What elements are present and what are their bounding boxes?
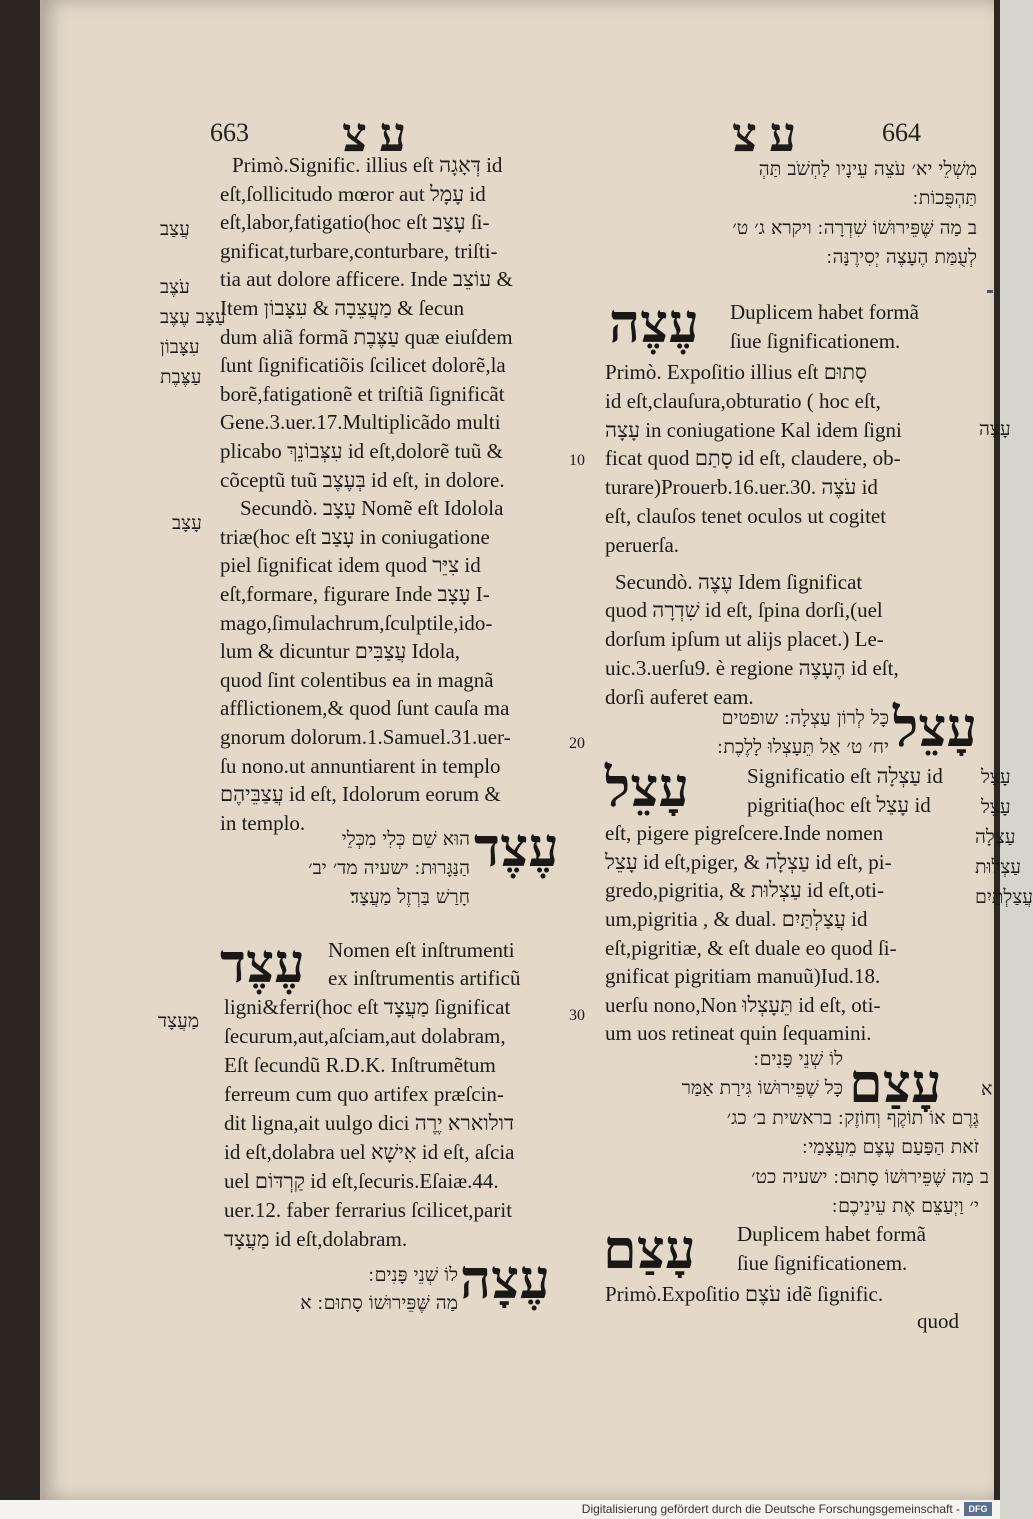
entry-line: מַעֲצָד id eſt,dolabram. <box>224 1227 408 1251</box>
section-marker: א <box>981 1078 993 1100</box>
entry-line: eſt, pigere pigreſcere.Inde nomen <box>605 821 884 846</box>
line-number: 30 <box>569 1007 585 1024</box>
margin-word: עָצֵל <box>981 796 1011 818</box>
hebrew-line: הוּא שֵׁם כְּלִי מִכְּלֵי <box>341 828 470 850</box>
entry-line: gredo,pigritia, & עַצְלוּת id eſt,oti- <box>605 878 884 903</box>
headword: עָצֵל <box>605 755 690 819</box>
entry-line: gnificat,turbare,conturbare, triſti- <box>220 238 498 263</box>
margin-word: עֲצַב <box>160 218 190 240</box>
entry-line: tia aut dolore afficere. Inde עוֹצֵב & <box>220 267 513 292</box>
entry-line: peruerſa. <box>605 532 680 557</box>
entry-line: afflictionem,& quod ſunt cauſa ma <box>220 696 510 721</box>
line-number: 10 <box>569 452 585 469</box>
entry-line: cõceptũ tuũ בְּעֶצֶב id eſt, in dolore. <box>220 467 505 492</box>
margin-word: עַצֶּבֶת <box>160 366 202 388</box>
headword: עֶצֶד <box>474 815 559 879</box>
catchword: quod <box>917 1309 959 1333</box>
hebrew-line: הַנַּגָּרוּת ׃ ישעיה מד׳ יב׳ <box>308 857 470 879</box>
footer-bar <box>0 1500 1000 1519</box>
entry-line: uic.3.uerſu9. è regione הֶעָצֶה id eſt, <box>605 656 899 680</box>
entry-line: pigritia(hoc eſt עָצַל id <box>747 792 931 817</box>
headword: עָצַם <box>603 1217 696 1281</box>
entry-line: ſecurum,aut,aſciam,aut dolabram, <box>224 1024 506 1048</box>
entry-line: Gene.3.uer.17.Multiplicãdo multi <box>220 410 501 435</box>
entry-line: Primò. Expoſitio illius eſt סָתוּם <box>605 360 867 384</box>
entry-line: Eſt ſecundũ R.D.K. Inſtrumẽtum <box>224 1053 496 1077</box>
entry-line: dorſum ipſum ut alijs placet.) Le- <box>605 627 884 652</box>
entry-line: uer.12. faber ferrarius ſcilicet,parit <box>224 1198 513 1222</box>
entry-line: Primò.Expoſitio עֹצֶם idẽ ſignific. <box>605 1282 884 1306</box>
entry-line: עָצֵל id eſt,piger, & עַצְלָה id eſt, pi- <box>605 849 892 874</box>
margin-word: מַעֲצָד <box>158 1010 200 1032</box>
entry-line: eſt,pigritiæ, & eſt duale eo quod ſi- <box>605 935 897 960</box>
entry-line: ficat quod סָתַם id eſt, claudere, ob- <box>605 446 901 471</box>
entry-line: dum aliã formã עַצֶּבֶת quæ eiuſdem <box>220 324 513 349</box>
entry-line: עֲצַבֵּיהֶם id eſt, Idolorum eorum & <box>220 782 501 807</box>
hebrew-line: ב מַה שֶּׁפֵּירוּשׁוֹ שִׁדְרָה ׃ ויקרא ג׳ ט׳ <box>732 217 977 239</box>
entry-line: Duplicem habet formã <box>730 300 919 324</box>
entry-line: ex inſtrumentis artificũ <box>328 966 521 990</box>
running-header: ע צ <box>732 109 797 162</box>
hebrew-line: י׳ וַיְעַצֵּם אֶת עֵינֵיכֶם ׃ <box>832 1195 979 1217</box>
hebrew-line: כָּל לְרוֹן עַצְלָה ׃ שופטים <box>721 707 889 729</box>
entry-line: borẽ,fatigationẽ et triſtiã ſignificãt <box>220 381 505 406</box>
hebrew-line: תַּהְפֻּכוֹת ׃ <box>912 187 977 209</box>
entry-line: gnorum dolorum.1.Samuel.31.uer- <box>220 725 511 749</box>
entry-line: eſt,formare, figurare Inde עָצָב I- <box>220 582 490 606</box>
entry-line: plicabo עִצְּבוֹנֵךְ id eſt,dolorẽ tuũ & <box>220 439 503 463</box>
line-number: 20 <box>569 735 585 752</box>
entry-line: um,pigritia , & dual. עֲצַלְתַּיִם id <box>605 907 868 931</box>
dfg-logo: DFG <box>964 1502 992 1516</box>
entry-line: uel קַרְדּוֹם id eſt,ſecuris.Eſaiæ.44. <box>224 1169 499 1193</box>
entry-line: in templo. <box>220 810 306 835</box>
hebrew-line: יח׳ ט׳ אַל תֵּעָצְלוּ לָלֶכֶת ׃ <box>717 736 889 758</box>
entry-line: uerſu nono,Non תֵּעָצְלוּ id eſt, oti- <box>605 992 881 1017</box>
page-number: 663 <box>210 118 249 147</box>
entry-line: ſiue ſignificationem. <box>737 1251 908 1275</box>
entry-line: Item מַעֲצֵבָה & עִצָּבוֹן & ſecun <box>220 296 465 320</box>
entry-line: triæ(hoc eſt עָצַב in coniugatione <box>220 524 490 549</box>
entry-line: ferreum cum quo artifex præſcin- <box>224 1082 504 1106</box>
hebrew-line: לְעֻמַּת הֶעָצֶה יְסִירֶנָּה ׃ <box>826 246 977 268</box>
entry-line: quod שִׁדְרָה id eſt, ſpina dorſi,(uel <box>605 598 883 623</box>
hebrew-line: כָּל שֶׁפֵּירוּשׁוֹ גִּירַת אַמַּר <box>681 1077 843 1099</box>
entry-line: dorſi auferet eam. <box>605 684 754 709</box>
entry-line: ſunt ſignificatiõis ſcilicet dolorẽ,la <box>220 353 506 378</box>
hebrew-line: ב מַה שֶּׁפֵּירוּשׁוֹ סָתוּם ׃ ישעיה כט׳ <box>751 1166 989 1188</box>
entry-line: dit ligna,ait uulgo dici דולוארא יֶרֶה <box>224 1111 515 1135</box>
entry-line: piel ſignificat idem quod צִיֵּר id <box>220 553 481 578</box>
hebrew-line: מַה שֶּׁפֵּירוּשׁוֹ סָתוּם ׃ א <box>300 1292 458 1314</box>
hebrew-line: זֹאת הַפַּעַם עֶצֶם מֵעֲצָמַי ׃ <box>802 1136 979 1158</box>
headword: עֶצֶה <box>609 291 699 355</box>
margin-word: עֲצַלְתַּיִם <box>975 886 1033 908</box>
entry-line: um uos retineat quin ſequamini. <box>605 1021 872 1046</box>
hebrew-line: גֶּרֶם אוֹ תוֹקֶף וְחוֹזֶק ׃ בראשית ב׳ כג׳ <box>726 1107 979 1129</box>
entry-line: Primò.Signific. illius eſt דְּאָגָה id <box>232 153 503 177</box>
entry-line: Duplicem habet formã <box>737 1222 926 1246</box>
hebrew-line: חָרַשׁ בַּרְזֶל מַעֲצָד׃ <box>350 886 470 908</box>
margin-word: עַצְלוּת <box>975 856 1022 878</box>
entry-line: turare)Prouerb.16.uer.30. עֹצֶה id <box>605 475 878 500</box>
entry-line: quod ſint colentibus ea in magnã <box>220 667 494 692</box>
running-header: ע צ <box>342 109 407 162</box>
funding-note: Digitalisierung gefördert durch die Deutsche Forschungsgemeinschaft - <box>581 1502 960 1516</box>
margin-word: עָצַל <box>981 766 1011 788</box>
headword: עֶצָה <box>460 1247 550 1311</box>
entry-line: gnificat pigritiam manuũ)Iud.18. <box>605 964 881 989</box>
headword: עָצַם <box>849 1051 942 1115</box>
headword: עָצֵל <box>893 695 978 759</box>
hebrew-line: לוֹ שְׁנֵי פָּנִים ׃ <box>753 1048 843 1070</box>
margin-word: עָצָה <box>979 418 1011 440</box>
hebrew-line: מִשְׁלֵי יא׳ עֹצֵה עֵינָיו לַחְשֹׁב תַּהְ <box>758 158 977 180</box>
entry-line: Significatio eſt עַצְלָה id <box>747 764 943 788</box>
book-spread <box>40 0 1033 1500</box>
entry-line: eſt, clauſos tenet oculos ut cogitet <box>605 504 887 528</box>
entry-line: Secundò. עֶצֶה Idem ſignificat <box>615 569 863 594</box>
entry-line: Nomen eſt inſtrumenti <box>328 938 515 962</box>
margin-word: עַצְלָה <box>975 826 1016 848</box>
margin-word: עָצָב <box>172 512 202 534</box>
entry-line: ligni&ferri(hoc eſt מַעֲצָד ſignificat <box>224 995 511 1019</box>
hebrew-line: לוֹ שְׁנֵי פָּנִים ׃ <box>368 1264 458 1286</box>
entry-line: id eſt,dolabra uel אִישָׁא id eſt, aſcia <box>224 1140 515 1164</box>
margin-word: עִצָּבוֹן <box>160 336 200 358</box>
entry-line: mago,ſimulachrum,ſculptile,ido- <box>220 610 493 635</box>
headword: עֶצֶד <box>220 931 305 995</box>
page-edge-mark <box>987 290 993 293</box>
entry-line: lum & dicuntur עֲצַבִּים Idola, <box>220 639 461 664</box>
entry-line: עָצָה in coniugatione Kal idem ſigni <box>605 417 902 442</box>
entry-line: eſt,ſollicitudo mœror aut עָמָל id <box>220 181 486 206</box>
entry-line: Secundò. עָצָב Nomẽ eſt Idolola <box>240 496 504 521</box>
entry-line: ſu nono.ut annuntiarent in templo <box>220 753 501 778</box>
margin-word: עֹצֶב <box>160 276 190 298</box>
page-number: 664 <box>882 118 921 147</box>
margin-word: עַצָּב עֶצֶב <box>160 306 226 328</box>
entry-line: id eſt,clauſura,obturatio ( hoc eſt, <box>605 388 881 413</box>
entry-line: eſt,labor,fatigatio(hoc eſt עָצַב ſi- <box>220 210 490 235</box>
entry-line: ſiue ſignificationem. <box>730 329 901 353</box>
